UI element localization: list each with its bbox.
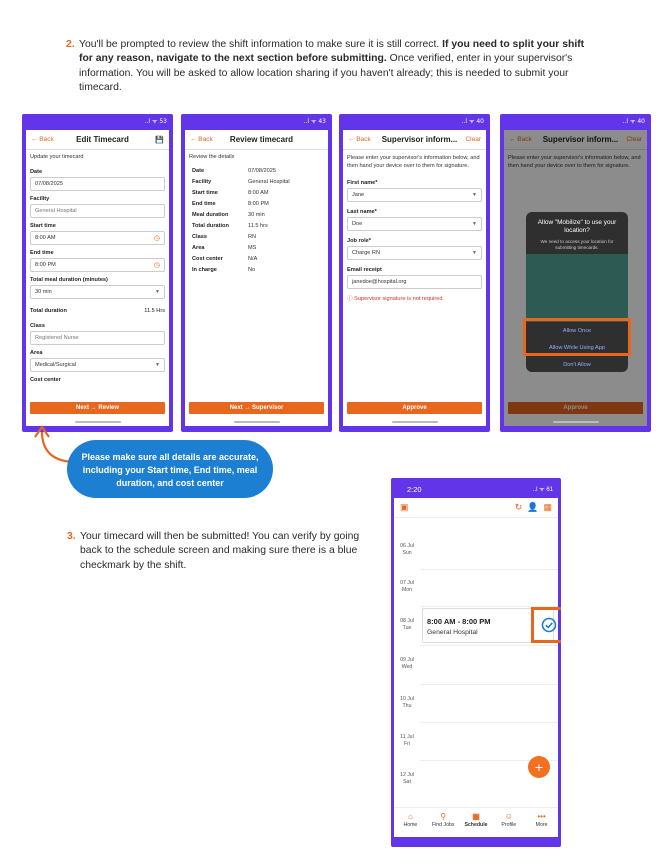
next-supervisor-button[interactable]: Next → Supervisor <box>189 402 324 414</box>
step-2-text: 2. You'll be prompted to review the shift information to make sure it is still correct. If you need to split your shift for any reason, navigate to the next section before submitting. Once verified, enter in your supervisor's information. You will be asked to allow location sharing if you haven't already; this is needed to submit your timecard. <box>66 39 585 93</box>
review-row: Facility General Hospital <box>192 178 290 185</box>
dialog-subtitle: We need to access your location for submitting timecards. <box>540 239 614 250</box>
total-duration-value: 11.5 Hrs <box>144 308 165 314</box>
approve-button[interactable]: Approve <box>347 402 482 414</box>
chevron-down-icon: ▼ <box>472 192 477 198</box>
allow-while-using-button[interactable]: Allow While Using App <box>549 345 605 351</box>
back-button[interactable]: ← Back <box>31 136 54 143</box>
area-select[interactable]: Medical/Surgical ▼ <box>30 358 165 372</box>
calendar-check-icon[interactable]: ▣ <box>400 502 409 512</box>
review-row: End time 8:00 PM <box>192 200 269 207</box>
step-number: 3. <box>67 531 76 542</box>
clock-icon: ◷ <box>153 235 160 242</box>
first-name-field[interactable]: Jane ▼ <box>347 188 482 202</box>
start-time-field[interactable]: 8:00 AM ◷ <box>30 231 165 245</box>
step-number: 2. <box>66 39 75 50</box>
approve-button[interactable]: Approve <box>508 402 643 414</box>
day-label: 09 Jul Wed <box>400 657 414 670</box>
allow-once-button[interactable]: Allow Once <box>562 328 592 334</box>
add-button[interactable]: + <box>528 756 550 778</box>
checkmark-icon <box>541 617 557 633</box>
review-row: Start time 8:00 AM <box>192 189 269 196</box>
back-button[interactable]: ← Back <box>348 136 371 143</box>
review-row: Class RN <box>192 233 257 240</box>
nav-more[interactable]: ••• More <box>525 808 558 837</box>
day-label: 07 Jul Mon <box>400 580 414 593</box>
refresh-icon[interactable]: ↻ <box>514 502 523 512</box>
shift-place: General Hospital <box>427 629 478 636</box>
back-button[interactable]: ← Back <box>509 136 532 143</box>
intro-text: Review the details <box>189 154 235 160</box>
review-row: Meal duration 30 min <box>192 211 265 218</box>
job-role-field[interactable]: Charge RN ▼ <box>347 246 482 260</box>
chevron-down-icon: ▼ <box>472 250 477 256</box>
meal-duration-select[interactable]: 30 min ▼ <box>30 285 165 299</box>
last-name-field[interactable]: Doe ▼ <box>347 217 482 231</box>
dialog-title: Allow "Mobilize" to use your location? <box>537 219 617 234</box>
facility-field[interactable]: General Hospital <box>30 204 165 218</box>
day-label: 11 Jul Fri <box>400 734 414 747</box>
day-label: 12 Jul Sat <box>400 772 414 785</box>
callout-bubble: Please make sure all details are accurate, including your Start time, End time, meal duration, and cost center <box>67 440 273 498</box>
home-icon: ⌂ <box>407 812 413 821</box>
next-review-button[interactable]: Next → Review <box>30 402 165 414</box>
person-icon[interactable]: 👤 <box>527 502 539 512</box>
nav-home[interactable]: ⌂ Home <box>394 808 427 837</box>
review-row: Total duration 11.5 hrs <box>192 222 268 229</box>
highlight-box <box>523 318 631 356</box>
back-button[interactable]: ← Back <box>190 136 213 143</box>
step-3-text: 3. Your timecard will then be submitted! You can verify by going back to the schedule screen and making sure there is a blue checkmark by the shift. <box>67 531 360 571</box>
step-2-emphasis: If you need to split your shift for any reason, navigate to the next section before submitting. <box>79 39 585 65</box>
end-time-field[interactable]: 8:00 PM ◷ <box>30 258 165 272</box>
phone-edit-timecard: ..l ᯤ 53 ← Back Edit Timecard 💾 Update your timecard Date 07/08/2025 Facility General Hospital Start time 8:00 AM ◷ End time 8:00 PM ◷ Total meal duration (minutes) 30 min ▼ Total duration 11.5 Hrs Class Registered Nurse Area Medical/Surgical ▼ Cost center Next → Review <box>22 114 173 432</box>
chevron-down-icon: ▼ <box>155 289 160 295</box>
chevron-down-icon: ▼ <box>155 362 160 368</box>
nav-find-jobs[interactable]: ⚲ Find Jobs <box>427 808 460 837</box>
date-field[interactable]: 07/08/2025 <box>30 177 165 191</box>
status-time: 2:20 <box>407 485 422 494</box>
bottom-nav <box>394 807 558 837</box>
nav-schedule[interactable]: ▦ Schedule <box>460 808 493 837</box>
day-label: 08 Jul Tue <box>400 618 414 631</box>
shift-time: 8:00 AM - 8:00 PM <box>427 617 491 626</box>
phone-location-permission: ..l ᯤ 40 ← Back Supervisor inform... Clear Please enter your supervisor's information below, and then hand your device over to them for signature. Approve Allow "Mobilize" to use your location? We need to access your location for submitting timecards. Allow Once Allow While Using App Don't Allow <box>500 114 651 432</box>
screen-title: Review timecard <box>229 135 294 144</box>
screen-title: Supervisor inform... <box>542 135 619 144</box>
calendar-icon: ▦ <box>472 812 480 821</box>
intro-text: Update your timecard <box>30 154 84 160</box>
search-icon: ⚲ <box>440 812 447 821</box>
chevron-down-icon: ▼ <box>472 221 477 227</box>
save-icon[interactable]: 💾 <box>155 136 164 144</box>
nav-profile[interactable]: ☺ Profile <box>492 808 525 837</box>
more-icon: ••• <box>537 812 546 821</box>
phone-review-timecard: ..l ᯤ 43 ← Back Review timecard Review the details Date 07/08/2025 Facility General Hospital Start time 8:00 AM End time 8:00 PM Meal duration 30 min Total duration 11.5 hrs Class RN Area MS Cost center N/A In charge No Next → Supervisor <box>181 114 332 432</box>
class-field[interactable]: Registered Nurse <box>30 331 165 345</box>
email-field[interactable]: janedoe@hospital.org <box>347 275 482 289</box>
calendar-icon[interactable]: ▦ <box>543 502 552 512</box>
clear-button[interactable]: Clear <box>465 136 481 143</box>
review-row: Cost center N/A <box>192 255 258 262</box>
screen-title: Supervisor inform... <box>381 135 458 144</box>
screen-title: Edit Timecard <box>76 135 129 144</box>
dont-allow-button[interactable]: Don't Allow <box>563 362 591 368</box>
clear-button[interactable]: Clear <box>626 136 642 143</box>
phone-schedule: 2:20 ..l ᯤ 61 ▣ ↻ 👤 ▦ 06 Jul Sun 07 Jul Mon 08 Jul Tue 8:00 AM - 8:00 PM General Hospital 09 Jul Wed 10 Jul Thu 11 Jul Fri 12 Jul Sat + ⌂ Home ⚲ Find Jobs ▦ Schedule ☺ Profile ••• More <box>391 478 561 847</box>
day-label: 06 Jul Sun <box>400 543 414 556</box>
map-preview <box>526 254 628 322</box>
review-row: In charge No <box>192 266 256 273</box>
clock-icon: ◷ <box>153 262 160 269</box>
profile-icon: ☺ <box>504 812 513 821</box>
review-row: Area MS <box>192 244 257 251</box>
day-label: 10 Jul Thu <box>400 696 414 709</box>
intro-text: Please enter your supervisor's information below, and then hand your device over to them for signature. <box>508 155 641 169</box>
review-row: Date 07/08/2025 <box>192 167 276 174</box>
phone-supervisor-info: ..l ᯤ 40 ← Back Supervisor inform... Clear Please enter your supervisor's information below, and then hand your device over to them for signature. First name* Jane ▼ Last name* Doe ▼ Job role* Charge RN ▼ Email receipt janedoe@hospital.org ⓘ Supervisor signature is not required. Approve <box>339 114 490 432</box>
intro-text: Please enter your supervisor's information below, and then hand your device over to them for signature. <box>347 155 480 169</box>
error-message: ⓘ Supervisor signature is not required. <box>347 296 445 302</box>
